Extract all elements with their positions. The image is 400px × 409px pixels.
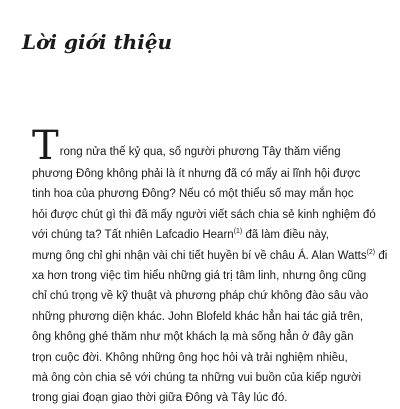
text-line-11: trọn cuộc đời. Không những ông học hỏi và trải nghiệm nhiều, [32,351,348,364]
text-line-9: những phương diện khác. John Blofeld khác hẳn hai tác giả trên, [32,310,364,323]
text-line-1-content: rong nửa thế kỷ qua, số người phương Tây thăm viếng [59,146,341,158]
text-line-7: xa hơn trong việc tìm hiểu những giá trị tâm linh, nhưng ông cũng [32,269,367,282]
text-line-13: trong giai đoạn giao thời giữa Đông và Tây lúc đó. [32,392,288,405]
drop-cap: T [32,123,59,169]
text-line-12: mà ông còn chia sẻ với chúng ta những vui buồn của kiếp người [32,371,362,384]
text-line-1 [32,123,382,169]
text-line-2: phương Đông không phải là ít nhưng đã có mấy ai lĩnh hội được [32,168,361,180]
text-line-6-rest: đi [375,249,388,262]
text-line-6 [32,246,388,266]
text-line-4: hỏi được chút gì thì đã mấy người viết sách chia sẻ kinh nghiệm đó [32,208,376,221]
chapter-heading: Lời giới thiệu [22,30,173,54]
introduction-paragraph [32,123,388,409]
text-line-5-content: với chúng ta? Tất nhiên Lafcadio Hearn [32,229,234,242]
text-line-8: chỉ chú trọng về kỹ thuật và phương pháp chứ không đào sâu vào [32,290,369,303]
text-line-10: ông không ghé thăm như một khách lạ mà sống hẳn ở đây gần [32,331,354,344]
footnote-marker-1: (1) [233,228,243,236]
text-line-3: tinh hoa của phương Đông? Nếu có một thiểu số may mắn học [32,188,354,201]
text-line-5 [32,225,382,245]
footnote-marker-2: (2) [366,248,376,256]
text-line-6-content: mưng ông chỉ ghi nhận vài chi tiết huyền bí về châu Á. Alan Watts [32,249,367,262]
text-line-5-rest: đã làm điều này, [242,229,329,242]
